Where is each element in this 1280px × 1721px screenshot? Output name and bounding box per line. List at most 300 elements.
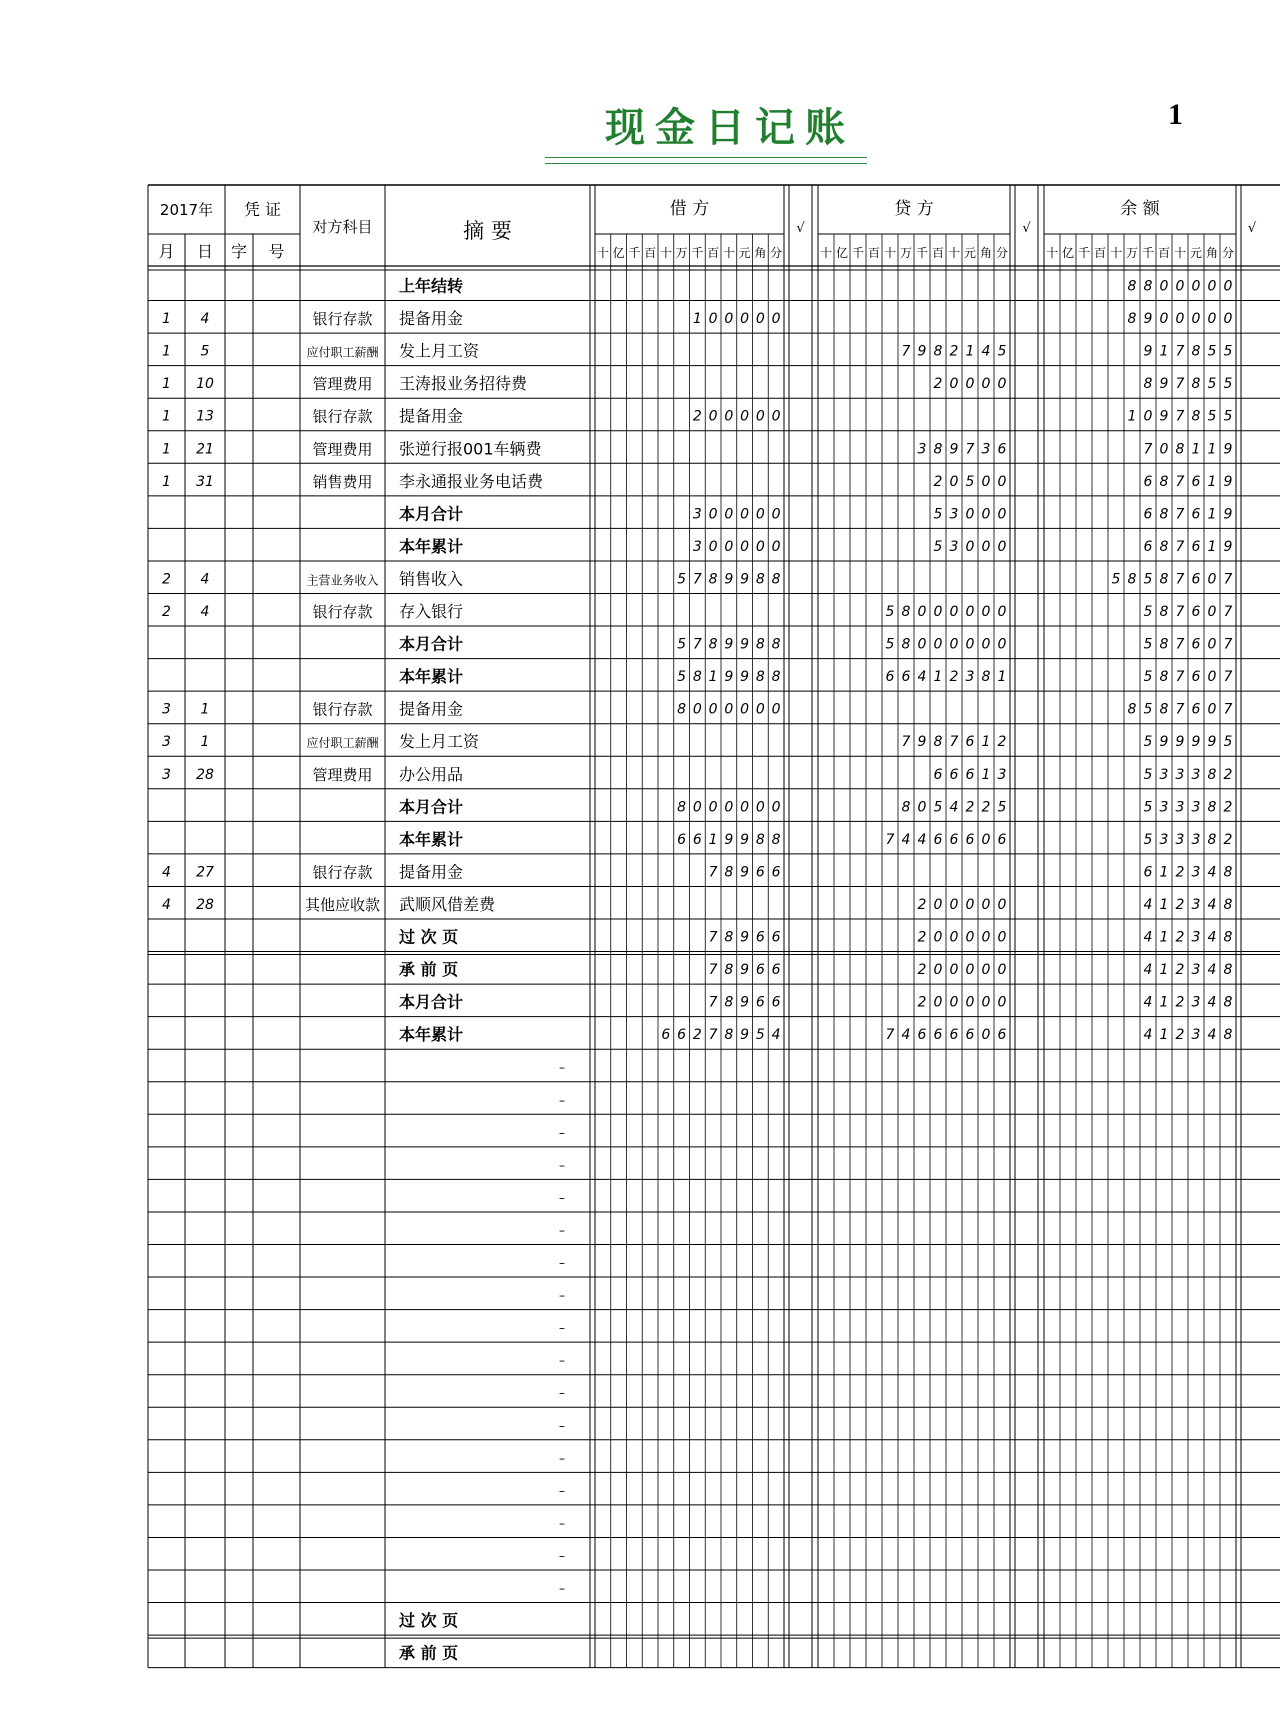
row-debit-digit: 0 [724, 506, 734, 523]
row-credit-digit: 8 [901, 799, 911, 816]
header-day: 日 [196, 242, 214, 261]
row-summary: 张逆行报001车辆费 [399, 439, 542, 459]
row-credit-digit: 7 [885, 1027, 895, 1044]
row-debit-digit: 7 [692, 636, 702, 653]
row-balance-digit: 3 [1159, 831, 1169, 848]
row-credit-digit: 0 [933, 994, 943, 1011]
row-day: 31 [196, 473, 214, 490]
header-counter-account: 对方科目 [312, 218, 373, 236]
row-month: 2 [162, 571, 171, 588]
row-credit-digit: 6 [901, 669, 911, 686]
row-balance-digit: 7 [1223, 636, 1233, 653]
row-debit-digit: 6 [771, 929, 781, 946]
row-balance-digit: 7 [1175, 473, 1185, 490]
row-credit-digit: 8 [901, 636, 911, 653]
row-balance-digit: 3 [1191, 929, 1201, 946]
header-balance: 余 额 [1120, 199, 1160, 219]
row-balance-digit: 4 [1207, 929, 1217, 946]
row-balance-digit: 8 [1159, 604, 1169, 620]
row-balance-digit: 4 [1143, 994, 1153, 1011]
row-balance-digit: 9 [1207, 734, 1217, 751]
row-day: 1 [200, 701, 210, 718]
row-balance-digit: 8 [1223, 1027, 1233, 1044]
row-balance-digit: 5 [1143, 669, 1153, 686]
row-debit-digit: 0 [724, 311, 734, 328]
row-debit-digit: 9 [740, 669, 750, 686]
header-voucher-no: 号 [268, 242, 285, 261]
row-balance-digit: 0 [1207, 311, 1217, 328]
row-debit-digit: 0 [740, 506, 750, 523]
row-summary: 本年累计 [399, 1025, 464, 1045]
row-balance-digit: 1 [1159, 1027, 1169, 1044]
row-balance-digit: 3 [1191, 994, 1201, 1011]
row-debit-digit: 9 [724, 831, 734, 848]
row-balance-digit: 1 [1207, 538, 1217, 555]
row-credit-digit: 6 [949, 766, 959, 783]
row-balance-digit: 1 [1159, 343, 1169, 360]
row-balance-digit: 7 [1175, 376, 1185, 393]
row-credit-digit: 0 [933, 636, 943, 653]
row-balance-digit: 0 [1191, 278, 1201, 295]
row-credit-digit: 1 [933, 669, 943, 686]
row-summary: 提备用金 [399, 309, 464, 329]
row-debit-digit: 8 [771, 669, 781, 686]
row-month: 3 [162, 766, 171, 783]
page-title: 现金日记账 [605, 105, 855, 151]
header-digit-unit: 元 [738, 246, 751, 260]
row-balance-digit: 7 [1223, 669, 1233, 686]
row-day: 28 [196, 766, 214, 783]
row-credit-digit: 3 [949, 506, 959, 523]
row-balance-digit: 3 [1191, 766, 1201, 783]
row-debit-digit: 0 [755, 701, 765, 718]
row-credit-digit: 2 [933, 473, 943, 490]
row-credit-digit: 5 [965, 473, 975, 490]
header-digit-unit: 分 [995, 246, 1009, 260]
row-debit-digit: 0 [771, 799, 781, 816]
row-blank-dash: – [559, 1223, 565, 1238]
row-debit-digit: 0 [755, 538, 765, 555]
row-balance-digit: 0 [1223, 278, 1233, 295]
row-balance-digit: 8 [1223, 962, 1233, 979]
row-balance-digit: 0 [1207, 669, 1217, 686]
row-balance-digit: 3 [1191, 896, 1201, 913]
row-balance-digit: 7 [1223, 571, 1233, 588]
header-digit-unit: 角 [979, 246, 993, 260]
row-balance-digit: 5 [1111, 571, 1121, 588]
row-balance-digit: 3 [1191, 864, 1201, 881]
row-debit-digit: 3 [692, 506, 702, 523]
row-balance-digit: 2 [1175, 962, 1185, 979]
row-debit-digit: 0 [740, 408, 750, 425]
header-digit-unit: 元 [963, 246, 977, 260]
row-balance-digit: 4 [1143, 896, 1153, 913]
row-blank-dash: – [559, 1288, 565, 1303]
header-digit-unit: 百 [707, 246, 720, 260]
row-blank-dash: – [559, 1093, 565, 1108]
row-balance-digit: 7 [1175, 571, 1185, 588]
row-balance-digit: 5 [1223, 343, 1233, 360]
row-debit-digit: 9 [724, 571, 734, 588]
row-credit-digit: 3 [965, 669, 975, 686]
row-balance-digit: 9 [1223, 473, 1233, 490]
row-balance-digit: 2 [1175, 864, 1185, 881]
row-credit-digit: 0 [949, 994, 959, 1011]
row-balance-digit: 4 [1143, 962, 1153, 979]
row-balance-digit: 4 [1207, 994, 1217, 1011]
row-credit-digit: 8 [901, 604, 911, 620]
header-digit-unit: 亿 [1061, 246, 1075, 260]
row-debit-digit: 9 [740, 962, 750, 979]
row-balance-digit: 2 [1175, 994, 1185, 1011]
row-balance-digit: 7 [1175, 343, 1185, 360]
row-debit-digit: 0 [708, 311, 718, 328]
row-balance-digit: 8 [1223, 929, 1233, 946]
row-credit-digit: 0 [949, 929, 959, 946]
row-credit-digit: 4 [949, 799, 959, 816]
header-digit-unit: 千 [628, 246, 641, 260]
row-credit-digit: 0 [933, 962, 943, 979]
row-day: 1 [200, 734, 210, 751]
row-credit-digit: 3 [917, 441, 927, 458]
row-balance-digit: 3 [1191, 962, 1201, 979]
row-balance-digit: 8 [1143, 278, 1153, 295]
row-debit-digit: 9 [740, 571, 750, 588]
row-balance-digit: 1 [1191, 441, 1201, 458]
row-balance-digit: 2 [1223, 831, 1233, 848]
row-balance-digit: 7 [1175, 701, 1185, 718]
row-credit-digit: 0 [997, 473, 1007, 490]
row-credit-digit: 7 [949, 734, 959, 751]
header-digit-unit: 百 [867, 246, 881, 260]
header-voucher-type: 字 [230, 242, 248, 261]
row-credit-digit: 9 [917, 343, 927, 360]
row-credit-digit: 4 [917, 669, 927, 686]
row-debit-digit: 9 [740, 864, 750, 881]
header-check-mark: √ [1022, 221, 1031, 236]
row-balance-digit: 1 [1159, 929, 1169, 946]
row-balance-digit: 0 [1207, 701, 1217, 718]
header-digit-unit: 千 [1141, 246, 1155, 260]
row-counter-account: 银行存款 [312, 863, 373, 882]
row-balance-digit: 8 [1207, 831, 1217, 848]
row-blank-dash: – [559, 1483, 565, 1498]
row-credit-digit: 0 [949, 962, 959, 979]
row-counter-account: 应付职工薪酬 [306, 345, 379, 360]
header-digit-unit: 十 [1109, 246, 1123, 260]
header-digit-unit: 万 [675, 246, 688, 260]
row-credit-digit: 6 [885, 669, 895, 686]
row-balance-digit: 2 [1223, 766, 1233, 783]
row-debit-digit: 6 [771, 864, 781, 881]
row-debit-digit: 0 [740, 311, 750, 328]
header-digit-unit: 十 [819, 246, 833, 260]
row-balance-digit: 6 [1191, 538, 1201, 555]
row-debit-digit: 6 [771, 962, 781, 979]
header-digit-unit: 角 [1205, 246, 1219, 260]
row-summary: 提备用金 [399, 699, 464, 719]
header-summary: 摘 要 [463, 219, 512, 243]
row-summary: 本年累计 [399, 536, 464, 556]
row-blank-dash: – [559, 1581, 565, 1596]
row-debit-digit: 0 [771, 506, 781, 523]
row-blank-dash: – [559, 1451, 565, 1466]
row-balance-digit: 5 [1207, 376, 1217, 393]
header-voucher: 凭 证 [243, 200, 282, 219]
row-debit-digit: 9 [740, 636, 750, 653]
row-balance-digit: 6 [1191, 669, 1201, 686]
row-balance-digit: 8 [1127, 278, 1137, 295]
row-debit-digit: 0 [708, 408, 718, 425]
row-balance-digit: 8 [1191, 408, 1201, 425]
row-blank-dash: – [559, 1125, 565, 1140]
row-credit-digit: 0 [965, 604, 975, 620]
row-debit-digit: 8 [755, 636, 765, 653]
row-debit-digit: 9 [740, 929, 750, 946]
row-balance-digit: 1 [1159, 994, 1169, 1011]
row-debit-digit: 5 [677, 669, 687, 686]
row-balance-digit: 0 [1207, 571, 1217, 588]
header-digit-unit: 十 [1045, 246, 1059, 260]
row-summary: 本年累计 [399, 829, 464, 849]
row-balance-digit: 8 [1223, 864, 1233, 881]
header-digit-unit: 十 [883, 246, 897, 260]
row-credit-digit: 2 [965, 799, 975, 816]
header-digit-unit: 万 [899, 246, 913, 260]
row-summary: 武顺风借差费 [399, 894, 496, 914]
header-credit: 贷 方 [894, 199, 934, 219]
row-credit-digit: 0 [965, 896, 975, 913]
row-balance-digit: 9 [1223, 441, 1233, 458]
row-summary: 销售收入 [399, 569, 464, 589]
row-counter-account: 银行存款 [312, 407, 373, 426]
row-debit-digit: 9 [724, 636, 734, 653]
row-debit-digit: 8 [724, 994, 734, 1011]
header-digit-unit: 百 [1157, 246, 1171, 260]
row-summary: 存入银行 [399, 602, 464, 621]
row-debit-digit: 8 [724, 962, 734, 979]
row-credit-digit: 0 [981, 473, 991, 490]
header-digit-unit: 十 [947, 246, 961, 260]
row-debit-digit: 2 [692, 1027, 702, 1044]
row-credit-digit: 7 [965, 441, 975, 458]
row-balance-digit: 8 [1223, 994, 1233, 1011]
row-summary: 本年累计 [399, 667, 464, 687]
row-debit-digit: 7 [692, 571, 702, 588]
row-credit-digit: 0 [997, 994, 1007, 1011]
row-balance-digit: 6 [1191, 571, 1201, 588]
row-debit-digit: 5 [755, 1027, 765, 1044]
row-balance-digit: 3 [1175, 799, 1185, 816]
row-debit-digit: 0 [755, 799, 765, 816]
row-credit-digit: 5 [933, 538, 943, 555]
row-credit-digit: 6 [933, 766, 943, 783]
header-digit-unit: 百 [931, 246, 945, 260]
row-balance-digit: 9 [1143, 311, 1153, 328]
page-number: 1 [1168, 98, 1183, 131]
row-debit-digit: 3 [692, 538, 702, 555]
row-debit-digit: 0 [771, 538, 781, 555]
row-balance-digit: 2 [1175, 896, 1185, 913]
row-counter-account: 管理费用 [312, 440, 373, 459]
row-debit-digit: 0 [755, 408, 765, 425]
row-balance-digit: 1 [1159, 864, 1169, 881]
row-balance-digit: 6 [1143, 538, 1153, 555]
row-blank-dash: – [559, 1386, 565, 1401]
row-credit-digit: 2 [949, 343, 959, 360]
row-summary: 过 次 页 [399, 1611, 459, 1631]
row-balance-digit: 3 [1191, 1027, 1201, 1044]
row-credit-digit: 1 [981, 734, 991, 751]
row-credit-digit: 0 [949, 376, 959, 393]
header-digit-unit: 十 [596, 246, 609, 260]
row-balance-digit: 8 [1143, 376, 1153, 393]
row-balance-digit: 0 [1159, 278, 1169, 295]
row-credit-digit: 6 [917, 1027, 927, 1044]
row-debit-digit: 5 [677, 636, 687, 653]
header-digit-unit: 千 [1077, 246, 1091, 260]
row-balance-digit: 5 [1143, 571, 1153, 588]
row-balance-digit: 6 [1143, 506, 1153, 523]
row-credit-digit: 0 [981, 831, 991, 848]
header-debit: 借 方 [669, 199, 710, 219]
row-balance-digit: 9 [1223, 506, 1233, 523]
row-balance-digit: 4 [1207, 896, 1217, 913]
row-balance-digit: 2 [1175, 1027, 1185, 1044]
row-day: 21 [196, 441, 214, 458]
row-month: 4 [162, 864, 171, 881]
row-debit-digit: 0 [724, 799, 734, 816]
row-balance-digit: 7 [1175, 506, 1185, 523]
row-balance-digit: 3 [1191, 831, 1201, 848]
row-credit-digit: 0 [965, 929, 975, 946]
row-balance-digit: 5 [1207, 343, 1217, 360]
row-debit-digit: 6 [755, 962, 765, 979]
header-month: 月 [158, 242, 175, 261]
row-debit-digit: 6 [755, 994, 765, 1011]
row-balance-digit: 6 [1191, 604, 1201, 620]
header-year: 2017年 [159, 201, 214, 219]
row-counter-account: 应付职工薪酬 [306, 736, 379, 751]
header-digit-unit: 百 [1093, 246, 1107, 260]
row-balance-digit: 3 [1159, 799, 1169, 816]
row-credit-digit: 0 [933, 929, 943, 946]
header-digit-unit: 千 [851, 246, 865, 260]
row-balance-digit: 0 [1207, 636, 1217, 653]
row-month: 1 [162, 376, 171, 393]
row-debit-digit: 7 [708, 864, 718, 881]
row-debit-digit: 4 [771, 1027, 781, 1044]
row-debit-digit: 0 [755, 311, 765, 328]
row-month: 3 [162, 701, 171, 718]
row-blank-dash: – [559, 1256, 565, 1270]
row-credit-digit: 0 [997, 506, 1007, 523]
row-credit-digit: 3 [981, 441, 991, 458]
row-balance-digit: 7 [1175, 604, 1185, 620]
row-debit-digit: 9 [740, 1027, 750, 1044]
row-credit-digit: 4 [917, 831, 927, 848]
row-credit-digit: 2 [917, 962, 927, 979]
row-balance-digit: 8 [1159, 538, 1169, 555]
row-day: 13 [196, 408, 214, 425]
row-debit-digit: 8 [708, 636, 718, 653]
row-credit-digit: 6 [933, 831, 943, 848]
row-credit-digit: 0 [981, 604, 991, 620]
row-balance-digit: 7 [1175, 408, 1185, 425]
header-digit-unit: 分 [1221, 246, 1235, 260]
row-credit-digit: 1 [997, 669, 1007, 686]
row-balance-digit: 6 [1191, 473, 1201, 490]
header-digit-unit: 千 [915, 246, 929, 260]
row-summary: 提备用金 [399, 406, 464, 426]
row-credit-digit: 9 [917, 734, 927, 751]
row-credit-digit: 0 [997, 604, 1007, 620]
row-debit-digit: 6 [755, 864, 765, 881]
row-credit-digit: 5 [933, 506, 943, 523]
row-month: 1 [162, 473, 171, 490]
row-day: 27 [196, 864, 214, 881]
row-debit-digit: 8 [755, 571, 765, 588]
row-balance-digit: 2 [1223, 799, 1233, 816]
row-balance-digit: 0 [1207, 604, 1217, 620]
row-blank-dash: – [559, 1158, 565, 1173]
row-summary: 承 前 页 [399, 960, 459, 980]
row-credit-digit: 2 [981, 799, 991, 816]
row-counter-account: 银行存款 [312, 603, 373, 621]
row-counter-account: 其他应收款 [304, 895, 381, 914]
row-credit-digit: 5 [997, 343, 1007, 360]
row-summary: 提备用金 [399, 862, 464, 882]
row-summary: 本月合计 [399, 634, 464, 654]
row-summary: 本月合计 [399, 797, 464, 817]
row-credit-digit: 7 [901, 343, 911, 360]
row-balance-digit: 1 [1159, 962, 1169, 979]
row-balance-digit: 1 [1207, 506, 1217, 523]
header-check-mark: √ [796, 221, 805, 236]
row-blank-dash: – [559, 1548, 565, 1563]
row-debit-digit: 9 [740, 994, 750, 1011]
row-credit-digit: 0 [981, 376, 991, 393]
header-digit-unit: 十 [722, 246, 735, 260]
row-debit-digit: 0 [708, 701, 718, 718]
row-summary: 发上月工资 [399, 341, 480, 361]
row-balance-digit: 6 [1191, 506, 1201, 523]
row-debit-digit: 8 [692, 669, 702, 686]
row-month: 2 [162, 604, 171, 620]
row-balance-digit: 8 [1159, 701, 1169, 718]
row-balance-digit: 3 [1159, 766, 1169, 783]
row-balance-digit: 0 [1159, 441, 1169, 458]
row-month: 3 [162, 734, 171, 751]
row-summary: 上年结转 [399, 276, 464, 296]
row-balance-digit: 4 [1207, 962, 1217, 979]
row-credit-digit: 1 [965, 343, 975, 360]
row-credit-digit: 0 [933, 896, 943, 913]
row-balance-digit: 7 [1223, 604, 1233, 620]
header-digit-unit: 亿 [612, 246, 625, 260]
row-balance-digit: 6 [1191, 636, 1201, 653]
row-balance-digit: 8 [1127, 311, 1137, 328]
row-counter-account: 银行存款 [312, 700, 373, 719]
row-debit-digit: 8 [755, 669, 765, 686]
header-digit-unit: 元 [1189, 246, 1203, 260]
row-debit-digit: 9 [724, 669, 734, 686]
row-summary: 本月合计 [399, 992, 464, 1012]
row-balance-digit: 7 [1223, 701, 1233, 718]
row-debit-digit: 8 [755, 831, 765, 848]
row-balance-digit: 7 [1175, 636, 1185, 653]
row-credit-digit: 4 [901, 1027, 911, 1044]
